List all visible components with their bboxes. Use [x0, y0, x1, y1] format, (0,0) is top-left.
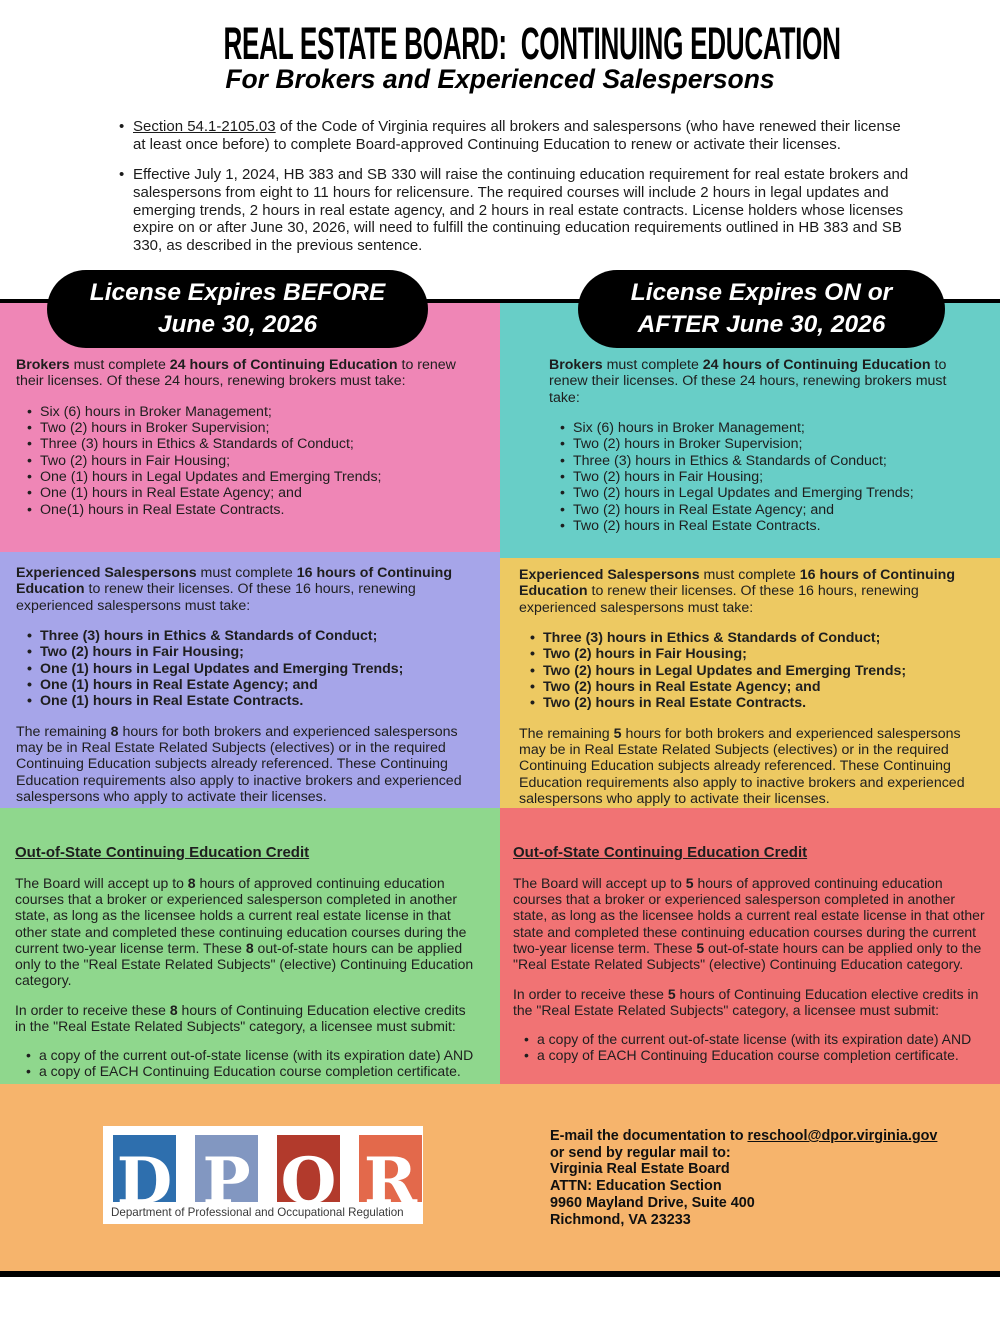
- list-item: • Two (2) hours in Real Estate Contracts.: [543, 695, 984, 711]
- panel-before-out-of-state: [0, 808, 500, 1084]
- before-salespersons-remaining: [16, 724, 482, 806]
- before-brokers-intro: [16, 357, 482, 390]
- after-oos-heading: Out-of-State Continuing Education Credit: [513, 844, 808, 861]
- text-segment: 8: [245, 939, 254, 956]
- text-segment: Experienced Salespersons: [16, 565, 197, 581]
- list-item: • Two (2) hours in Fair Housing;: [573, 469, 972, 485]
- text-segment: E-mail the documentation to: [550, 1128, 748, 1144]
- list-item: • Two (2) hours in Legal Updates and Emerging Trends;: [543, 663, 984, 679]
- text-segment: hours of approved continuing education courses that a broker or experienced salesperson completed in another state, as long as the licensee holds a current real estate license in that other state and completed these continuing education courses during the current two-year license term. These: [513, 875, 985, 956]
- list-item: • Two (2) hours in Real Estate Agency; and: [543, 679, 984, 695]
- dpor-logo: [103, 1126, 423, 1224]
- after-brokers-requirements: [549, 420, 972, 534]
- text-segment: Brokers: [16, 357, 70, 373]
- text-segment: 24 hours of Continuing Education: [702, 357, 931, 373]
- text-segment: The Board will accept up to: [513, 875, 686, 892]
- dpor-logo-square-d: [113, 1135, 176, 1219]
- page-subtitle: For Brokers and Experienced Salespersons: [225, 64, 775, 94]
- text-segment: must complete: [699, 567, 800, 583]
- text-segment: In order to receive these: [513, 985, 668, 1002]
- text-segment: hours for both brokers and experienced salespersons may be in Real Estate Related Subjects (electives) or in the required Continuing Education subjects already referenced. These Continuing Education requirements also apply to inactive brokers and experienced salespersons who apply to activate their licenses.: [519, 725, 965, 807]
- after-brokers-intro: [549, 357, 972, 406]
- list-item: • a copy of EACH Continuing Education course completion certificate.: [39, 1063, 476, 1079]
- dpor-logo-caption: Department of Professional and Occupational Regulation: [111, 1206, 404, 1219]
- text-segment: hours of Continuing Education elective credits in the "Real Estate Related Subjects" category, a licensee must submit:: [513, 985, 979, 1018]
- text-segment: hours for both brokers and experienced salespersons may be in Real Estate Related Subjects (electives) or in the required Continuing Education subjects already referenced. These Continuing Education requirements also apply to inactive brokers and experienced salespersons who apply to activate their licenses.: [16, 723, 462, 805]
- bottom-divider-rule: [0, 1271, 1000, 1277]
- contact-block: [550, 1128, 937, 1228]
- pill-license-expires-before: [47, 270, 428, 348]
- panel-before-salespersons: [0, 552, 500, 808]
- dpor-logo-square-o: [277, 1135, 340, 1219]
- list-item: • Three (3) hours in Ethics & Standards of Conduct;: [543, 630, 984, 646]
- before-oos-heading: Out-of-State Continuing Education Credit: [15, 844, 310, 861]
- list-item: • Three (3) hours in Ethics & Standards of Conduct;: [40, 436, 482, 452]
- before-salespersons-intro: [16, 565, 482, 614]
- dpor-logo-square-r: [359, 1135, 422, 1219]
- list-item: • Six (6) hours in Broker Management;: [573, 420, 972, 436]
- list-item: • Two (2) hours in Broker Supervision;: [573, 436, 972, 452]
- text-segment: must complete: [196, 565, 297, 581]
- contact-line: ATTN: Education Section: [550, 1178, 722, 1195]
- text-segment: The Board will accept up to: [15, 875, 188, 892]
- text-segment: The remaining: [519, 725, 614, 742]
- list-item: • One (1) hours in Real Estate Contracts.: [40, 693, 482, 709]
- list-item: • Two (2) hours in Fair Housing;: [543, 646, 984, 662]
- text-segment: hours of approved continuing education courses that a broker or experienced salesperson completed in another state, as long as the licensee holds a current real estate license in that other state and completed these continuing education courses during the current two-year license term. These: [15, 875, 467, 956]
- text-segment: of the Code of Virginia requires all brokers and salespersons (who have renewed their license at least once before) to complete Board-approved Continuing Education to renew or activate their licenses.: [133, 118, 901, 153]
- list-item: • Two (2) hours in Real Estate Contracts.: [573, 518, 972, 534]
- list-item: • Two (2) hours in Broker Supervision;: [40, 420, 482, 436]
- text-segment: Section 54.1-2105.03: [133, 118, 276, 135]
- logo-letter: P: [202, 1144, 251, 1219]
- panel-after-out-of-state: [500, 808, 1000, 1084]
- contact-line: 9960 Mayland Drive, Suite 400: [550, 1194, 755, 1211]
- footer-band: [0, 1084, 1000, 1271]
- list-item: • Two (2) hours in Legal Updates and Emerging Trends;: [573, 485, 972, 501]
- list-item: • One (1) hours in Legal Updates and Emerging Trends;: [40, 469, 482, 485]
- list-item: • Two (2) hours in Fair Housing;: [40, 644, 482, 660]
- contact-email-line: [550, 1128, 937, 1145]
- list-item: [133, 166, 911, 254]
- list-item: • One (1) hours in Real Estate Agency; and: [40, 485, 482, 501]
- after-salespersons-intro: [519, 567, 984, 616]
- text-segment: 5: [696, 939, 705, 956]
- list-item: • One (1) hours in Real Estate Agency; and: [40, 677, 482, 693]
- text-segment: Brokers: [549, 357, 603, 373]
- contact-line: Richmond, VA 23233: [550, 1211, 691, 1228]
- text-segment: 5: [667, 985, 676, 1002]
- list-item: [133, 118, 911, 153]
- before-salespersons-requirements: [16, 628, 482, 710]
- text-segment: 8: [110, 723, 119, 740]
- intro-bullet-list: [117, 118, 911, 255]
- after-oos-submit-list: [513, 1031, 987, 1063]
- list-item: • Six (6) hours in Broker Management;: [40, 404, 482, 420]
- list-item: • One(1) hours in Real Estate Contracts.: [40, 502, 482, 518]
- pill-after-line1: License Expires ON or: [630, 279, 893, 307]
- before-brokers-requirements: [16, 404, 482, 518]
- contact-line: or send by regular mail to:: [550, 1144, 731, 1161]
- logo-letter: O: [280, 1144, 337, 1219]
- page-title: [0, 20, 1000, 67]
- text-segment: 8: [169, 1001, 178, 1018]
- text-segment: reschool@dpor.virginia.gov: [747, 1128, 938, 1144]
- after-salespersons-remaining: [519, 726, 984, 808]
- pill-before-line1: License Expires BEFORE: [89, 279, 386, 307]
- text-segment: 5: [685, 875, 694, 892]
- text-segment: to renew their licenses. Of these 16 hours, renewing experienced salespersons must take:: [519, 583, 919, 616]
- text-segment: to renew their licenses. Of these 16 hours, renewing experienced salespersons must take:: [16, 581, 416, 614]
- page-title-text: REAL ESTATE BOARD: CONTINUING EDUCATION: [223, 18, 841, 69]
- text-segment: hours of Continuing Education elective credits in the "Real Estate Related Subjects" category, a licensee must submit:: [15, 1001, 466, 1034]
- text-segment: to renew their licenses. Of these 24 hours, renewing brokers must take:: [549, 357, 947, 406]
- before-oos-paragraph-1: [15, 875, 476, 988]
- text-segment: 16 hours of Continuing Education: [519, 567, 955, 600]
- list-item: • Three (3) hours in Ethics & Standards of Conduct;: [573, 453, 972, 469]
- after-oos-paragraph-1: [513, 875, 987, 972]
- text-segment: 16 hours of Continuing Education: [16, 565, 452, 598]
- text-segment: to renew their licenses. Of these 24 hours, renewing brokers must take:: [16, 357, 456, 390]
- text-segment: Effective July 1, 2024, HB 383 and SB 330 will raise the continuing education requirement for real estate brokers and salespersons from eight to 11 hours for relicensure. The required courses will include 2 hours in legal updates and emerging trends, 2 hours in real estate agency, and 2 hours in real estate contracts. License holders whose licenses expire on or after June 30, 2026, will need to fulfill the continuing education requirements outlined in HB 383 and SB 330, as described in the previous sentence.: [133, 166, 909, 255]
- text-segment: must complete: [602, 357, 703, 373]
- list-item: • a copy of the current out-of-state license (with its expiration date) AND: [537, 1031, 987, 1047]
- text-segment: The remaining: [16, 723, 111, 740]
- logo-letter: R: [363, 1144, 418, 1219]
- logo-letter: D: [116, 1144, 173, 1219]
- list-item: • Three (3) hours in Ethics & Standards of Conduct;: [40, 628, 482, 644]
- text-segment: 24 hours of Continuing Education: [169, 357, 398, 373]
- list-item: • Two (2) hours in Real Estate Agency; and: [573, 502, 972, 518]
- text-segment: 8: [187, 875, 196, 892]
- list-item: • a copy of the current out-of-state license (with its expiration date) AND: [39, 1047, 476, 1063]
- text-segment: Experienced Salespersons: [519, 567, 700, 583]
- pill-license-expires-on-after: [578, 270, 945, 348]
- after-salespersons-requirements: [519, 630, 984, 712]
- dpor-logo-square-p: [195, 1135, 258, 1219]
- contact-line: Virginia Real Estate Board: [550, 1161, 730, 1178]
- pill-before-line2: June 30, 2026: [157, 311, 318, 338]
- before-oos-submit-list: [15, 1047, 476, 1079]
- text-segment: must complete: [69, 357, 170, 373]
- list-item: • a copy of EACH Continuing Education course completion certificate.: [537, 1047, 987, 1063]
- panel-after-salespersons: [500, 558, 1000, 808]
- text-segment: 5: [613, 725, 622, 742]
- list-item: • Two (2) hours in Fair Housing;: [40, 453, 482, 469]
- list-item: • One (1) hours in Legal Updates and Emerging Trends;: [40, 661, 482, 677]
- text-segment: out-of-state hours can be applied only to the "Real Estate Related Subjects" (elective) Continuing Education category.: [15, 939, 474, 988]
- text-segment: out-of-state hours can be applied only to the "Real Estate Related Subjects" (elective) Continuing Education category.: [513, 939, 982, 972]
- before-oos-paragraph-2: [15, 1002, 476, 1034]
- text-segment: In order to receive these: [15, 1001, 170, 1018]
- pill-after-line2: AFTER June 30, 2026: [637, 311, 886, 338]
- after-oos-paragraph-2: [513, 986, 987, 1018]
